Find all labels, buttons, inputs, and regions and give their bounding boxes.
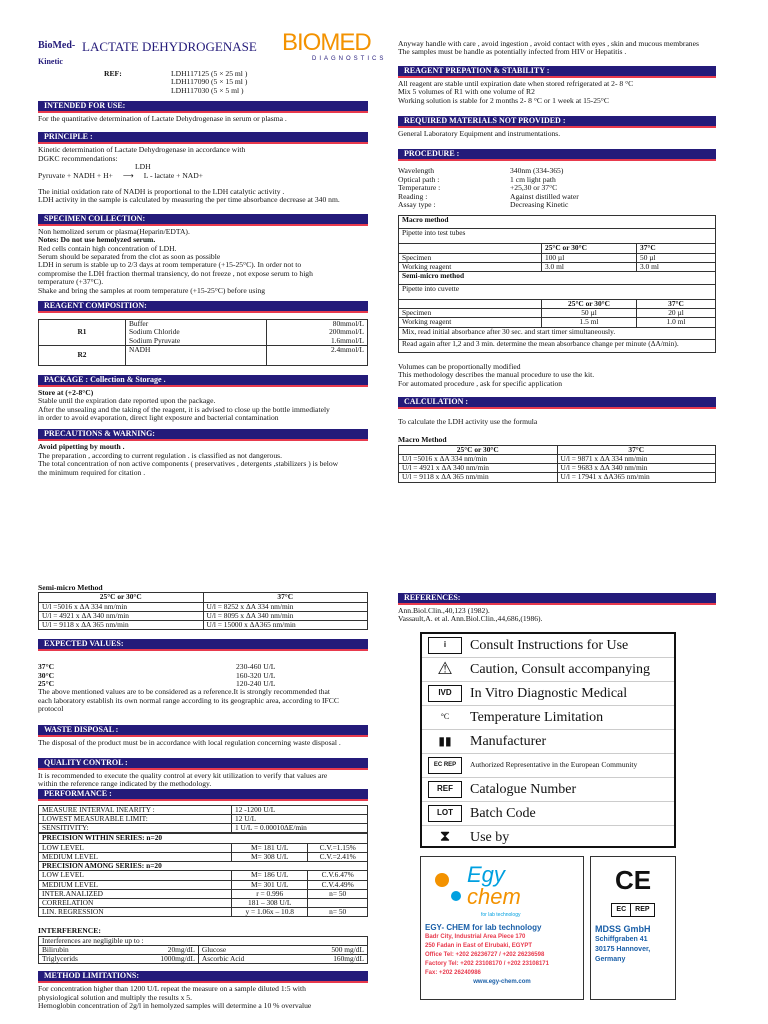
interferent: Glucose bbox=[198, 945, 292, 954]
expected-line: protocol bbox=[38, 704, 64, 714]
proc-note: Mix, read initial absorbance after 30 sec. and start timer simultaneously. bbox=[399, 327, 716, 339]
proc-cell: 3.0 ml bbox=[637, 262, 716, 271]
waste-heading: WASTE DISPOSAL : bbox=[38, 725, 368, 737]
interferent: Ascorbic Acid bbox=[198, 955, 292, 964]
logo-word: Egy bbox=[467, 862, 505, 887]
interference-heading: INTERFERENCE: bbox=[38, 926, 101, 936]
proc-cell: 1.0 ml bbox=[637, 318, 716, 327]
precision-cell: C.V.4.49% bbox=[308, 880, 368, 889]
limitation-line: physiological solution and multiply the results x 5. bbox=[38, 992, 192, 1002]
expected-temp: 37°C bbox=[38, 662, 55, 672]
package-line: in order to avoid evaporation, direct light exposure and bacterial contamination bbox=[38, 412, 279, 422]
r1-items bbox=[126, 320, 267, 346]
macro-method-label: Macro Method bbox=[398, 435, 447, 445]
formula-cell: U/l = 4921 x ΔA 340 nm/min bbox=[39, 611, 204, 620]
param-label: Assay type : bbox=[398, 200, 436, 210]
ref-item: LDH117090 (5 × 15 ml ) bbox=[171, 77, 248, 87]
precision-cell: n= 50 bbox=[308, 908, 368, 917]
manufacturer-office: Office Tel: +202 26236727 / +202 26236598 bbox=[425, 952, 545, 958]
package-line: Stable until the expiration date reported upon the package. bbox=[38, 396, 216, 406]
factory-icon: ▮▮ bbox=[438, 734, 452, 749]
precision-among-label: PRECISION AMONG SERIES: n=20 bbox=[39, 862, 368, 871]
precision-cell: CORRELATION bbox=[39, 898, 232, 907]
enzyme-label: LDH bbox=[135, 162, 151, 172]
specimen-heading: SPECIMEN COLLECTION: bbox=[38, 214, 368, 226]
principle-text: LDH activity in the sample is calculated by measuring the per time absorbance decrease at 340 nm. bbox=[38, 195, 340, 205]
perf-label: MEASURE INTERVAL INEARITY : bbox=[39, 805, 232, 814]
precision-cell: LIN. REGRESSION bbox=[39, 908, 232, 917]
package-heading: PACKAGE : Collection & Storage . bbox=[38, 375, 368, 387]
prep-line: Working solution is stable for 2 months 2- 8 °C or 1 week at 15-25°C bbox=[398, 95, 609, 105]
semi-calc-table bbox=[38, 592, 368, 630]
logo-text: BIOMED bbox=[282, 29, 371, 56]
lot-icon: LOT bbox=[428, 805, 462, 822]
reagent-comp-heading: REAGENT COMPOSITION: bbox=[38, 301, 368, 313]
param-label: Optical path : bbox=[398, 174, 440, 184]
ec-rep-address: Schiffgraben 41 bbox=[595, 936, 648, 944]
ref-list bbox=[171, 70, 247, 95]
left-bottom bbox=[38, 584, 368, 1011]
r1-label: R1 bbox=[39, 320, 126, 346]
formula-cell: U/l =5016 x ΔA 334 nm/min bbox=[39, 602, 204, 611]
interferent: Bilirubin bbox=[39, 945, 120, 954]
quality-heading: QUALITY CONTROL : bbox=[38, 758, 368, 770]
logo-dot-icon bbox=[451, 891, 461, 901]
ec-label: EC bbox=[611, 903, 631, 917]
reagent-name: Sodium Pyruvate bbox=[129, 335, 181, 345]
intended-heading: INTENDED FOR USE: bbox=[38, 101, 368, 113]
symbol-text: Use by bbox=[470, 829, 510, 845]
manufacturer-factory: Factory Tel: +202 23108170 / +202 23108171 bbox=[425, 961, 549, 967]
specimen-line: Non hemolized serum or plasma(Heparin/EDTA). bbox=[38, 226, 190, 236]
thermometer-icon: °C bbox=[440, 712, 450, 722]
package-line: Store at (+2-8°C) bbox=[38, 387, 94, 397]
hourglass-icon: ⧗ bbox=[439, 829, 451, 846]
reference-line: Vassault,A. et al. Ann.Biol.Clin.,44,686,(1986). bbox=[398, 614, 543, 624]
proc-cell: 100 µl bbox=[542, 253, 637, 262]
ec-rep-box bbox=[590, 856, 676, 1000]
symbol-row bbox=[422, 658, 674, 682]
reference-line: Ann.Biol.Clin.,40,123 (1982). bbox=[398, 606, 490, 615]
reagent-value: 2.4mmol/L bbox=[266, 345, 367, 365]
col-header: 37°C bbox=[637, 244, 716, 253]
precision-cell: INTER.ANALIZED bbox=[39, 889, 232, 898]
interferent-limit: 1000mg/dL bbox=[120, 955, 199, 964]
col-header: 37°C bbox=[203, 593, 368, 602]
precision-cell: C.V.=1.15% bbox=[308, 843, 368, 852]
proc-cell: Specimen bbox=[399, 253, 542, 262]
principle-text: The initial oxidation rate of NADH is proportional to the LDH catalytic activity . bbox=[38, 187, 285, 197]
col-header: 25°C or 30°C bbox=[542, 300, 637, 309]
macro-title: Macro method bbox=[399, 216, 716, 229]
interferent-limit: 500 mg/dL bbox=[292, 945, 367, 954]
formula-cell: U/l = 9118 x ΔA 365 nm/min bbox=[399, 473, 558, 482]
formula-cell: U/l = 15000 x ΔA365 nm/min bbox=[203, 621, 368, 630]
precaution-line: The total concentration of non active components ( preservatives , detergents ,stabilizers ) is below bbox=[38, 459, 339, 469]
col-header: 37°C bbox=[637, 300, 716, 309]
ref-icon: REF bbox=[428, 781, 462, 798]
proc-note: Read again after 1,2 and 3 min. determine the mean absorbance change per minute (ΔA/min). bbox=[399, 339, 716, 352]
expected-row bbox=[38, 672, 368, 680]
r1-values bbox=[266, 320, 367, 346]
ec-rep-address: 30175 Hannover, bbox=[595, 946, 651, 954]
precaution-line: Avoid pipetting by mouth . bbox=[38, 442, 125, 452]
principle-text: Kinetic determination of Lactate Dehydrogenase in accordance with bbox=[38, 145, 246, 155]
formula-cell: U/l =5016 x ΔA 334 nm/min bbox=[399, 454, 558, 463]
perf-value: 12 U/L bbox=[232, 815, 368, 824]
expected-temp: 25°C bbox=[38, 679, 55, 689]
book-info-icon: i bbox=[428, 637, 462, 654]
col-header: 25°C or 30°C bbox=[542, 244, 637, 253]
formula-cell: U/l = 9118 x ΔA 365 nm/min bbox=[39, 621, 204, 630]
specimen-line: Shake and bring the samples at room temperature (+15-25°C) before using bbox=[38, 285, 266, 295]
ec-rep-address: Germany bbox=[595, 956, 626, 964]
symbol-text: Manufacturer bbox=[470, 733, 547, 749]
logo-dot-icon bbox=[435, 873, 449, 887]
waste-text: The disposal of the product must be in accordance with local regulation concerning waste disposal . bbox=[38, 737, 341, 747]
symbol-text: Authorized Representative in the European Community bbox=[470, 760, 638, 770]
ec-rep-icon: EC REP bbox=[428, 757, 462, 774]
biomed-logo bbox=[282, 29, 387, 70]
interferent-limit: 160mg/dL bbox=[292, 955, 367, 964]
manufacturer-name: EGY- CHEM for lab technology bbox=[425, 923, 542, 932]
proc-cell: 50 µl bbox=[542, 309, 637, 318]
ce-mark: CE bbox=[614, 865, 652, 895]
precaution-line: The preparation , according to current regulation . is classified as not dangerous. bbox=[38, 450, 282, 460]
specimen-line: Red cells contain high concentration of LDH. bbox=[38, 243, 177, 253]
reaction-equation bbox=[38, 172, 368, 180]
right-column bbox=[398, 40, 716, 483]
quality-line: It is recommended to execute the quality control at every kit utilization to verify that values are bbox=[38, 771, 328, 781]
egychem-logo bbox=[425, 861, 579, 923]
param-row bbox=[398, 167, 716, 175]
symbol-text: Catalogue Number bbox=[470, 781, 577, 797]
reagent-name: Sodium Chloride bbox=[129, 327, 180, 337]
brand-prefix: BioMed- bbox=[38, 40, 76, 51]
formula-cell: U/l = 8095 x ΔA 340 nm/min bbox=[203, 611, 368, 620]
reagent-name: Buffer bbox=[129, 319, 149, 329]
manufacturer-fax: Fax: +202 26240986 bbox=[425, 970, 481, 976]
macro-sub: Pipette into test tubes bbox=[399, 229, 716, 244]
reagent-prep-heading: REAGENT PREPATION & STABILITY : bbox=[398, 66, 716, 78]
expected-line: each laboratory establish its own normal range according to its geographic area, according to IFCC bbox=[38, 695, 339, 705]
ivd-icon: IVD bbox=[428, 685, 462, 702]
performance-heading: PERFORMANCE : bbox=[38, 789, 368, 801]
references-heading: REFERENCES: bbox=[398, 593, 716, 605]
arrow-icon: ⟶ bbox=[122, 170, 134, 180]
param-value: 1 cm light path bbox=[510, 174, 556, 184]
logo-sub: DIAGNOSTICS bbox=[312, 56, 387, 62]
handling-line: Anyway handle with care , avoid ingestion , avoid contact with eyes , skin and mucous membranes bbox=[398, 39, 699, 48]
symbol-text: Temperature Limitation bbox=[470, 709, 604, 725]
symbol-row bbox=[422, 754, 674, 778]
col-header: 37°C bbox=[557, 445, 716, 454]
symbol-row bbox=[422, 634, 674, 658]
perf-value: 1 U/L = 0.00010ΔE/min bbox=[232, 824, 368, 833]
principle-text: DGKC recommendations: bbox=[38, 153, 118, 163]
symbol-row bbox=[422, 802, 674, 826]
precision-cell: M= 186 U/L bbox=[232, 871, 308, 880]
page-title: LACTATE DEHYDROGENASE bbox=[82, 39, 257, 54]
reagent-name: NADH bbox=[126, 345, 267, 365]
precaution-line: the minimum required for citation . bbox=[38, 467, 146, 477]
precision-cell: 181 – 308 U/L bbox=[232, 898, 308, 907]
precision-cell: LOW LEVEL bbox=[39, 871, 232, 880]
param-value: 340nm (334-365) bbox=[510, 166, 564, 176]
precautions-heading: PRECAUTIONS & WARNING: bbox=[38, 429, 368, 441]
formula-cell: U/l = 8252 x ΔA 334 nm/min bbox=[203, 602, 368, 611]
left-column bbox=[38, 34, 368, 477]
perf-value: 12 -1200 U/L bbox=[232, 805, 368, 814]
specimen-line: LDH in serum is stable up to 2/3 days at room temperature (+15-25°C). In order not to bbox=[38, 260, 302, 270]
specimen-line: compromise the LDH fraction thermal transiency, do not freeze , not expose serum to high bbox=[38, 268, 313, 278]
precision-cell: C.V.=2.41% bbox=[308, 852, 368, 861]
logo-tag: for lab technology bbox=[481, 912, 521, 918]
interference-intro: Interferences are negligible up to : bbox=[39, 936, 368, 945]
materials-text: General Laboratory Equipment and instrumentations. bbox=[398, 129, 561, 139]
param-row bbox=[398, 176, 716, 184]
expected-range: 120-240 U/L bbox=[236, 679, 276, 689]
ref-label: REF: bbox=[104, 69, 122, 78]
manufacturer-address: Badr City, Industrial Area Piece 170 bbox=[425, 934, 526, 940]
formula-cell: U/l = 9871 x ΔA 334 nm/min bbox=[557, 454, 716, 463]
procedure-table bbox=[398, 215, 716, 352]
param-label: Wavelength bbox=[398, 166, 435, 176]
proc-cell: 1.5 ml bbox=[542, 318, 637, 327]
symbol-row bbox=[422, 826, 674, 849]
formula-cell: U/l = 4921 x ΔA 340 nm/min bbox=[399, 464, 558, 473]
ref-item: LDH117125 (5 × 25 ml ) bbox=[171, 69, 248, 78]
symbol-text: Caution, Consult accompanying bbox=[470, 661, 651, 677]
expected-temp: 30°C bbox=[38, 670, 55, 680]
precision-cell: LOW LEVEL bbox=[39, 843, 232, 852]
col-header: 25°C or 30°C bbox=[399, 445, 558, 454]
symbol-row bbox=[422, 682, 674, 706]
col-header: 25°C or 30°C bbox=[39, 593, 204, 602]
right-bottom bbox=[398, 590, 716, 624]
proc-extra: This methodology describes the manual procedure to use the kit. bbox=[398, 370, 595, 380]
precision-cell: n= 50 bbox=[308, 889, 368, 898]
precision-cell: MEDIUM LEVEL bbox=[39, 880, 232, 889]
symbol-row bbox=[422, 730, 674, 754]
handling-line: The samples must be handle as potentially infected from HIV or Hepatitis . bbox=[398, 47, 627, 57]
limitation-line: For concentration higher than 1200 U/L repeat the measure on a sample diluted 1:5 with bbox=[38, 984, 306, 994]
perf-label: LOWEST MEASURABLE LIMIT: bbox=[39, 815, 232, 824]
param-value: +25,30 or 37°C bbox=[510, 183, 558, 193]
empty-cell bbox=[399, 244, 542, 253]
interferent: Triglycerids bbox=[39, 955, 120, 964]
expected-row bbox=[38, 663, 368, 671]
precision-cell: MEDIUM LEVEL bbox=[39, 852, 232, 861]
proc-extra: For automated procedure , ask for specific application bbox=[398, 378, 563, 388]
reagent-value: 80mmol/L bbox=[332, 319, 364, 329]
proc-cell: 50 µl bbox=[637, 253, 716, 262]
quality-line: within the reference range indicated by the methodology. bbox=[38, 779, 212, 789]
specimen-line: Notes: Do not use hemolyzed serum. bbox=[38, 235, 156, 245]
manufacturer-address: 250 Fadan in East of Elrubaki, EGYPT bbox=[425, 943, 533, 949]
expected-line: The above mentioned values are to be considered as a reference.It is strongly recommended that bbox=[38, 687, 331, 697]
macro-calc-table bbox=[398, 445, 716, 483]
precision-cell: C.V.6.47% bbox=[308, 871, 368, 880]
limitation-line: Hemoglobin concentration of 2g/l in hemolyzed samples will determine a 10 % overvalue bbox=[38, 1001, 312, 1011]
manufacturer-box bbox=[420, 856, 584, 1000]
param-value: Decreasing Kinetic bbox=[510, 200, 569, 210]
proc-cell: Specimen bbox=[399, 309, 542, 318]
interferent-limit: 20mg/dL bbox=[120, 945, 199, 954]
ref-item: LDH117030 (5 × 5 ml ) bbox=[171, 85, 244, 95]
specimen-line: temperature (+37°C). bbox=[38, 277, 104, 287]
semi-title: Semi-micro method bbox=[399, 272, 716, 285]
reagent-value: 1.6mmol/L bbox=[330, 335, 364, 345]
param-label: Reading : bbox=[398, 191, 428, 201]
manufacturer-web[interactable]: www.egy-chem.com bbox=[473, 979, 531, 985]
semi-method-label: Semi-micro Method bbox=[38, 583, 103, 592]
perf-label: SENSITIVITY: bbox=[39, 824, 232, 833]
semi-sub: Pipette into cuvette bbox=[399, 285, 716, 300]
equation-left: Pyruvate + NADH + H+ bbox=[38, 170, 113, 180]
precision-table bbox=[38, 833, 368, 917]
calculation-heading: CALCULATION : bbox=[398, 397, 716, 409]
reagent-value: 200mmol/L bbox=[329, 327, 364, 337]
principle-heading: PRINCIPLE : bbox=[38, 132, 368, 144]
limitations-heading: METHOD LIMITATIONS: bbox=[38, 971, 368, 983]
specimen-line: Serum should be separated from the clot as soon as possible bbox=[38, 252, 221, 262]
symbol-row bbox=[422, 706, 674, 730]
precision-within-label: PRECISION WITHIN SERIES: n=20 bbox=[39, 834, 368, 843]
materials-heading: REQUIRED MATERIALS NOT PROVIDED : bbox=[398, 116, 716, 128]
precision-cell: M= 181 U/L bbox=[232, 843, 308, 852]
ec-rep-name: MDSS GmbH bbox=[595, 924, 651, 935]
param-row bbox=[398, 201, 716, 209]
equation-right: L - lactate + NAD+ bbox=[143, 170, 204, 180]
prep-line: All reagent are stable until expiration date when stored refrigerated at 2- 8 °C bbox=[398, 78, 634, 88]
subtitle: Kinetic bbox=[38, 57, 63, 66]
symbol-text: Consult Instructions for Use bbox=[470, 637, 629, 653]
calc-text: To calculate the LDH activity use the formula bbox=[398, 416, 538, 426]
symbol-text: In Vitro Diagnostic Medical bbox=[470, 685, 628, 701]
symbol-row bbox=[422, 778, 674, 802]
symbols-legend bbox=[420, 632, 676, 848]
proc-cell: 3.0 ml bbox=[542, 262, 637, 271]
intended-text: For the quantitative determination of Lactate Dehydrogenase in serum or plasma . bbox=[38, 114, 287, 123]
rep-label: REP bbox=[631, 903, 654, 917]
prep-line: Mix 5 volumes of R1 with one volume of R2 bbox=[398, 87, 535, 97]
expected-range: 160-320 U/L bbox=[236, 670, 276, 680]
interference-table bbox=[38, 936, 368, 965]
reagent-table bbox=[38, 319, 368, 366]
precision-cell: y = 1.06x – 10.8 bbox=[232, 908, 308, 917]
param-label: Temperature : bbox=[398, 183, 441, 193]
proc-cell: Working reagent bbox=[399, 318, 542, 327]
precision-cell: M= 308 U/L bbox=[232, 852, 308, 861]
ec-rep-icon bbox=[595, 903, 671, 917]
warning-triangle-icon: ⚠ bbox=[437, 659, 453, 679]
formula-cell: U/l = 9683 x ΔA 340 nm/min bbox=[557, 464, 716, 473]
symbol-text: Batch Code bbox=[470, 805, 536, 821]
param-value: Against distilled water bbox=[510, 191, 579, 201]
proc-cell: Working reagent bbox=[399, 262, 542, 271]
proc-extra: Volumes can be proportionally modified bbox=[398, 361, 521, 371]
precision-cell: M= 301 U/L bbox=[232, 880, 308, 889]
precision-cell: r = 0.996 bbox=[232, 889, 308, 898]
procedure-heading: PROCEDURE : bbox=[398, 149, 716, 161]
package-line: After the unsealing and the taking of the reagent, it is advised to close up the bottle immediately bbox=[38, 404, 330, 414]
expected-heading: EXPECTED VALUES: bbox=[38, 639, 368, 651]
expected-range: 230-460 U/L bbox=[236, 662, 276, 672]
logo-word: chem bbox=[467, 884, 521, 909]
formula-cell: U/l = 17941 x ΔA365 nm/min bbox=[557, 473, 716, 482]
r2-label: R2 bbox=[39, 345, 126, 365]
proc-cell: 20 µl bbox=[637, 309, 716, 318]
performance-table bbox=[38, 805, 368, 834]
